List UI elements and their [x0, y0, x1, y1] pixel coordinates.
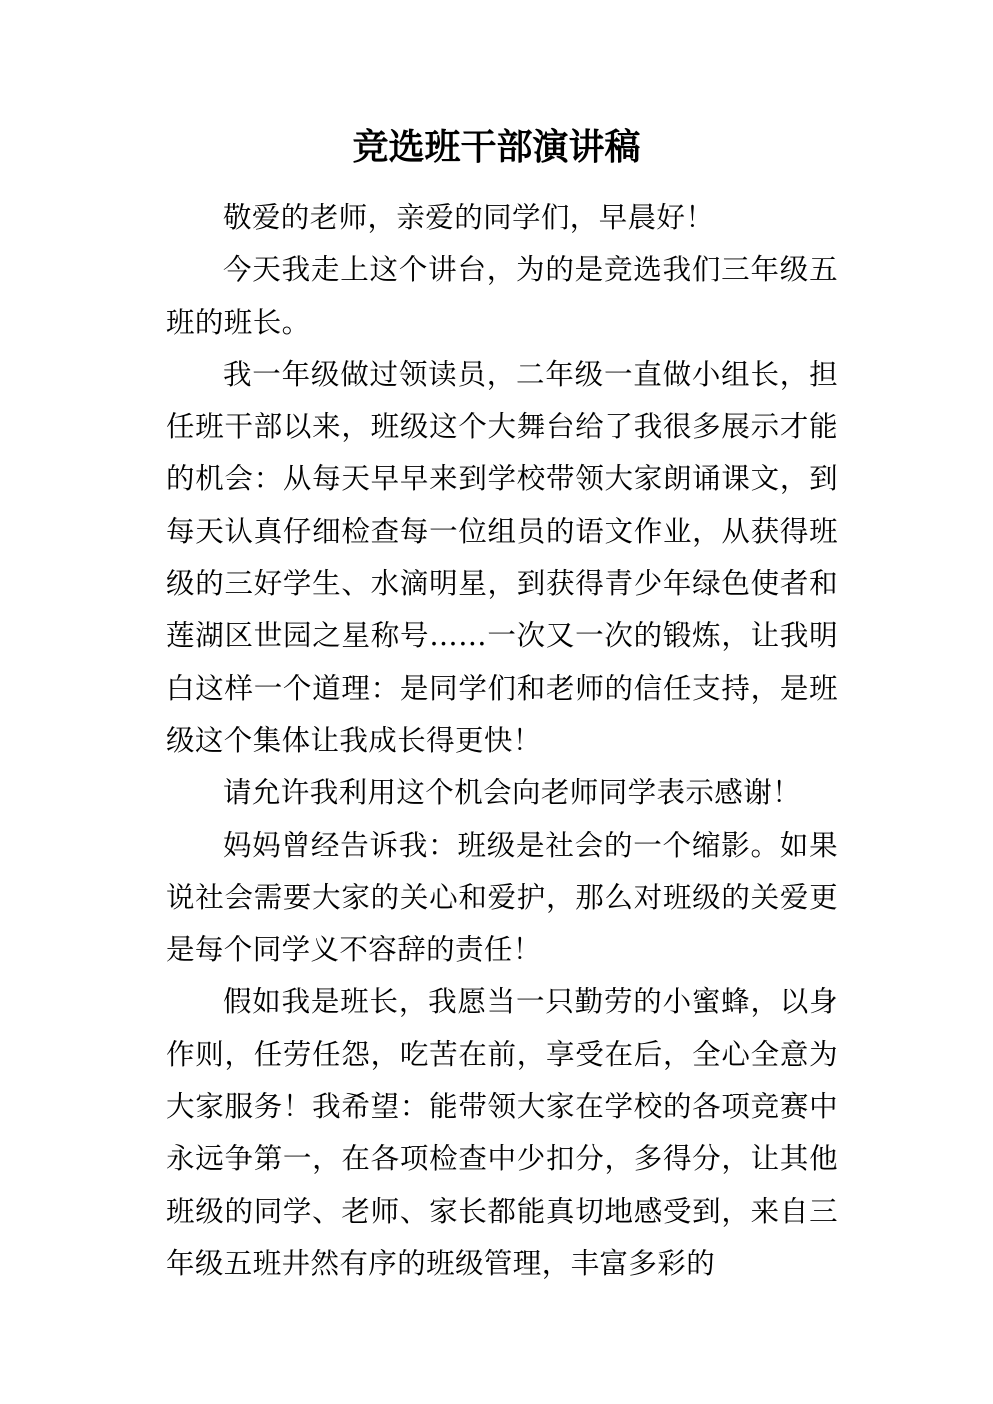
paragraph-mother: 妈妈曾经告诉我：班级是社会的一个缩影。如果说社会需要大家的关心和爱护，那么对班级的关爱更是每个同学义不容辞的责任！ — [166, 828, 838, 967]
paragraph-greeting: 敬爱的老师，亲爱的同学们，早晨好！ — [223, 201, 715, 234]
paragraph-purpose: 今天我走上这个讲台，为的是竞选我们三年级五班的班长。 — [166, 253, 838, 339]
paragraph-thanks: 请允许我利用这个机会向老师同学表示感谢！ — [223, 776, 802, 810]
paragraph-experience: 我一年级做过领读员，二年级一直做小组长，担任班干部以来，班级这个大舞台给了我很多展示才能的机会：从每天早早来到学校带领大家朗诵课文，到每天认真仔细检查每一位组员的语文作业，从获得班级的三好学生、水滴明星，到获得青少年绿色使者和莲湖区世园之星称号……一次又一次的锻炼，让我明白这样一个道理：是同学们和老师的信任支持，是班级这个集体让我成长得更快！ — [166, 357, 838, 757]
document-title: 竞选班干部演讲稿 — [352, 127, 641, 168]
paragraph-plan: 假如我是班长，我愿当一只勤劳的小蜜蜂，以身作则，任劳任怨，吃苦在前，享受在后，全心全意为大家服务！我希望：能带领大家在学校的各项竞赛中永远争第一，在各项检查中少扣分，多得分，让其他班级的同学、老师、家长都能真切地感受到，来自三年级五班井然有序的班级管理，丰富多彩的 — [166, 985, 838, 1280]
document-body — [166, 192, 838, 1290]
